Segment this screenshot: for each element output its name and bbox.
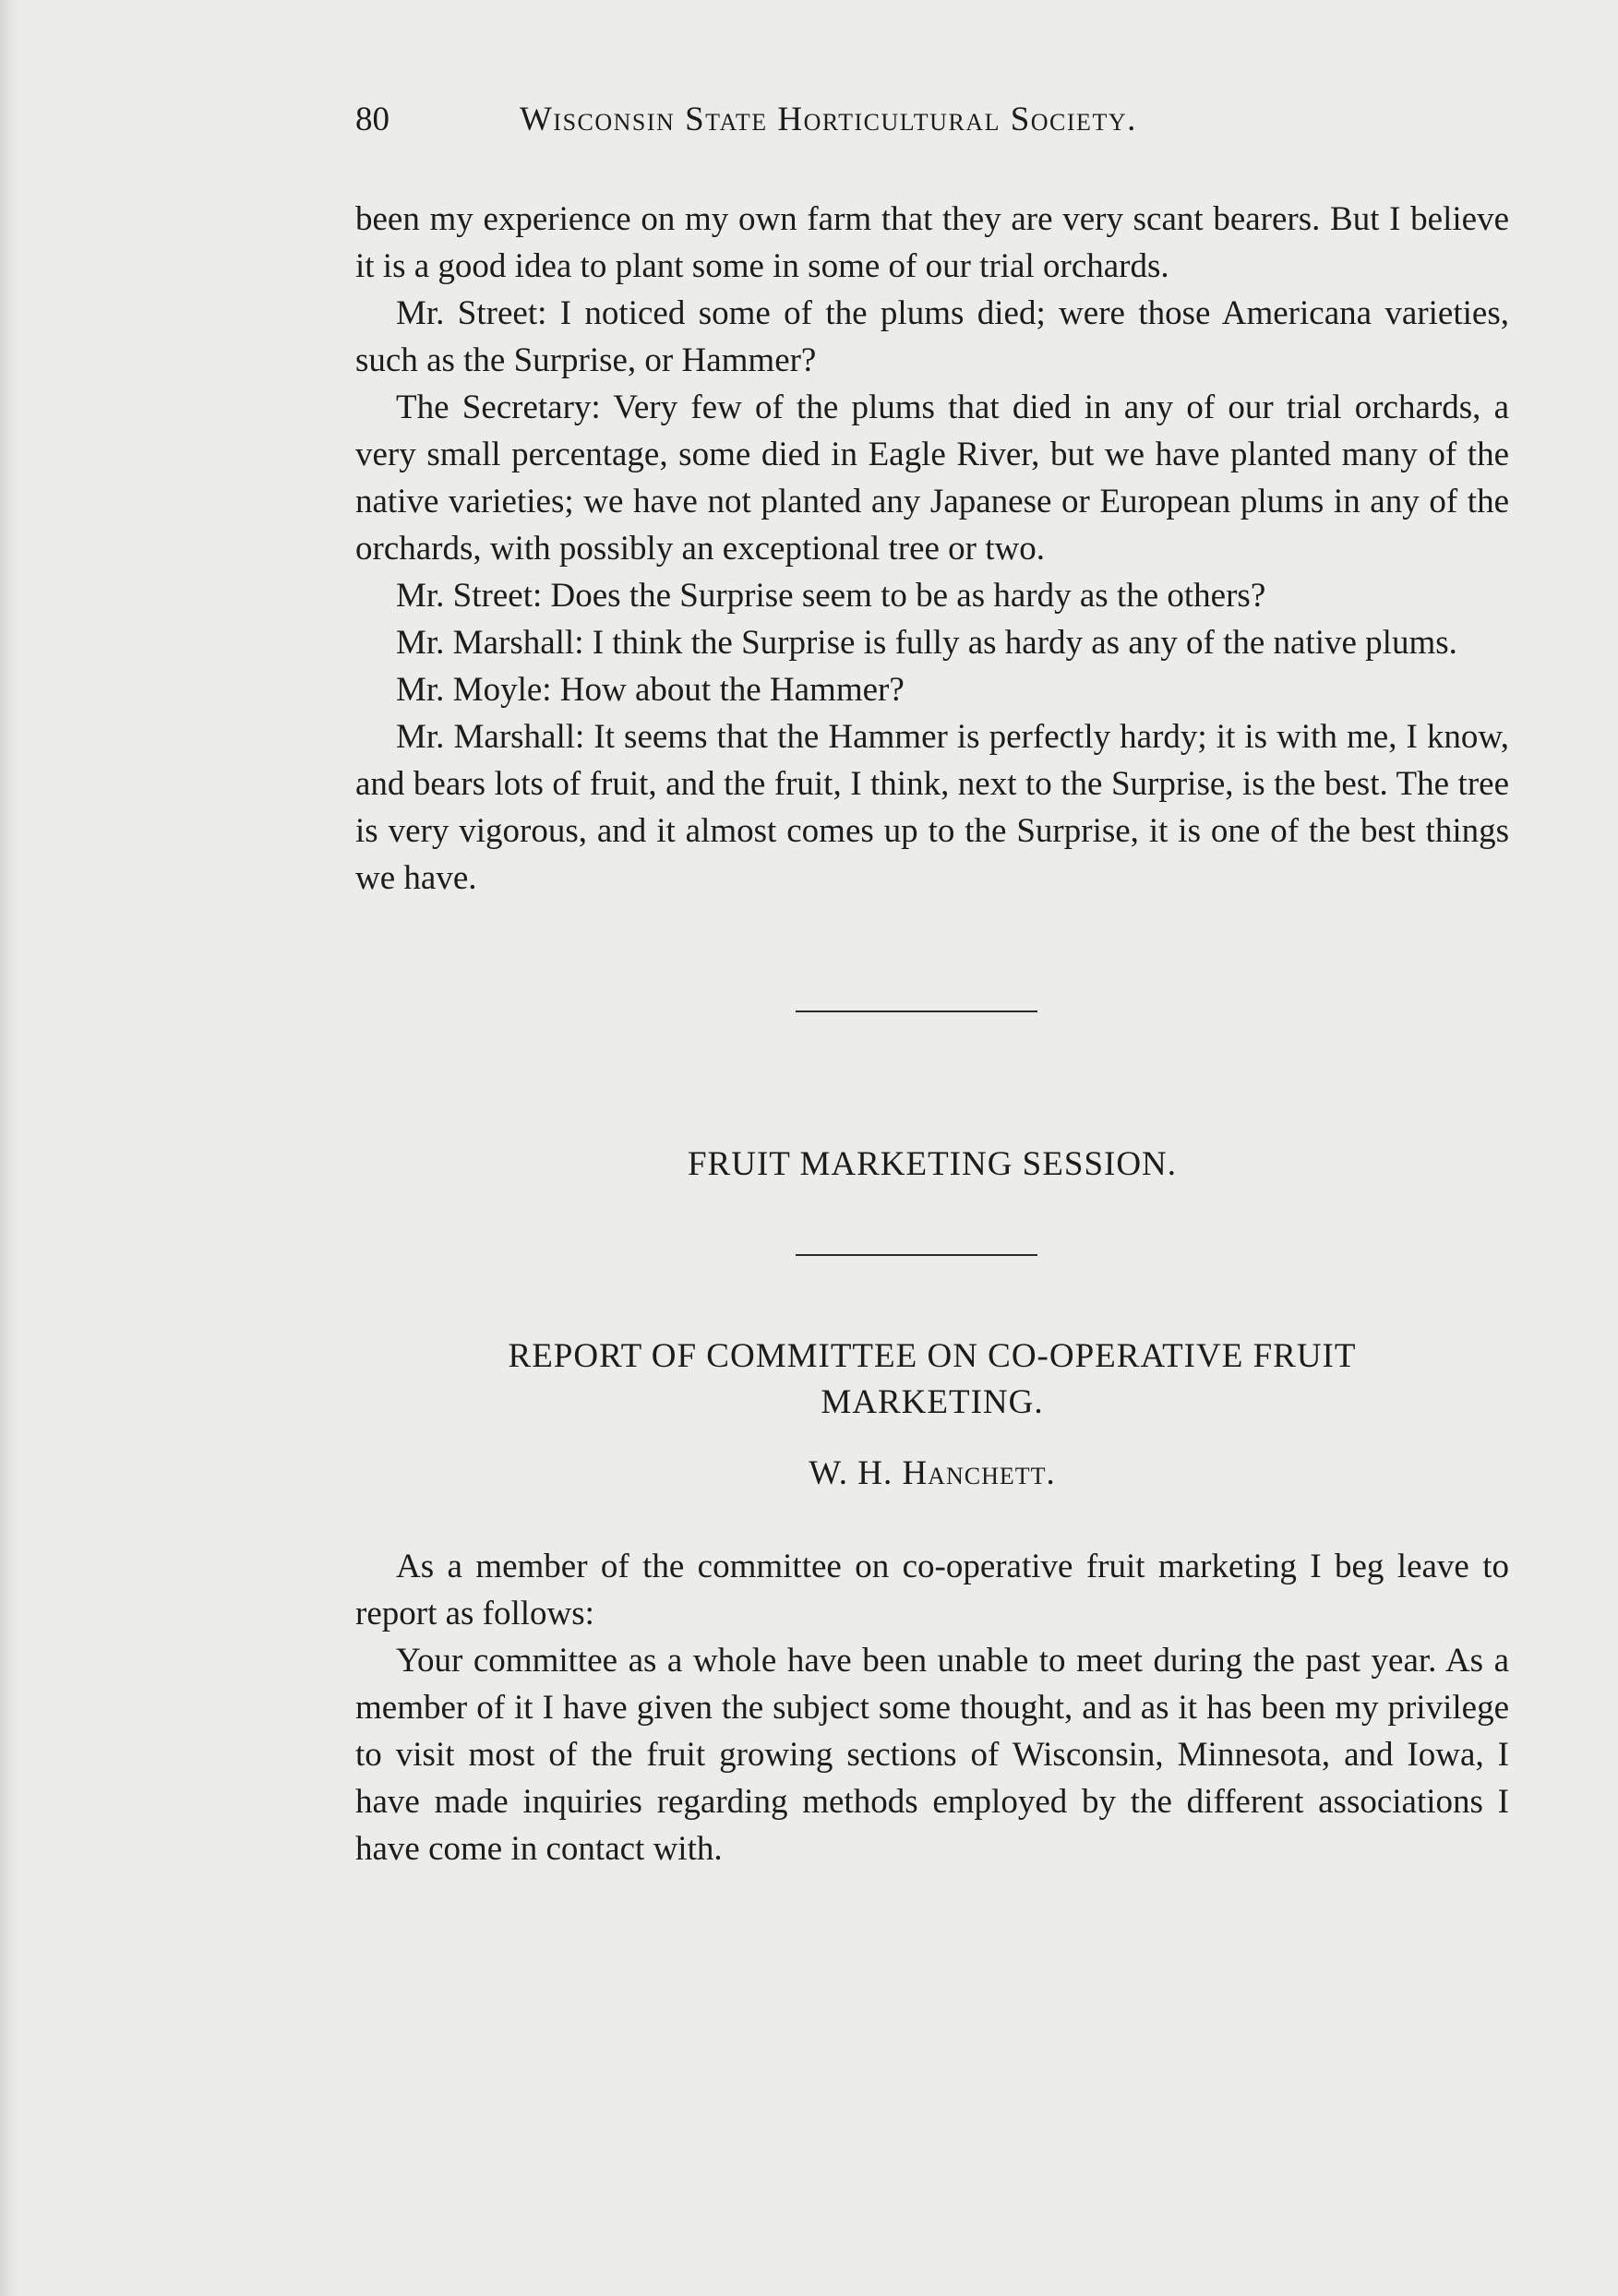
page-number: 80 — [355, 101, 390, 138]
report-author: W. H. Hanchett. — [809, 1454, 1056, 1492]
running-title: Wisconsin State Horticultural Society. — [520, 101, 1137, 138]
discussion-paragraph-marshall-hammer: Mr. Marshall: It seems that the Hammer is perfectly hardy; it is with me, I know, and bears lots of fruit, and the fruit, I think, next to the Surprise, is the best. The tree is very vigorous, and it almost comes up to the Surprise, it is one of the best things we have. — [355, 718, 1509, 897]
book-page — [355, 100, 1509, 1872]
running-head — [355, 100, 1509, 155]
discussion-text — [355, 196, 1509, 902]
discussion-paragraph-continuation: been my experience on my own farm that they are very scant bearers. But I believe it is a good idea to plant some in some of our trial orchards. — [355, 200, 1509, 285]
report-paragraph-intro: As a member of the committee on co-operative fruit marketing I beg leave to report as follows: — [355, 1548, 1509, 1632]
report-paragraph-findings: Your committee as a whole have been unable to meet during the past year. As a member of it I have given the subject some thought, and as it has been my privilege to visit most of the fruit growing sections of Wisconsin, Minnesota, and Iowa, I have made inquiries regarding methods employed by the different associations I have come in contact with. — [355, 1642, 1509, 1868]
discussion-paragraph-street-question: Mr. Street: I noticed some of the plums died; were those Americana varieties, such as the Surprise, or Hammer? — [355, 294, 1509, 379]
report-heading — [355, 1333, 1509, 1426]
heading-divider-rule — [796, 1254, 1037, 1256]
report-heading-line-1: REPORT OF COMMITTEE ON CO-OPERATIVE FRUIT — [508, 1337, 1357, 1375]
page-edge-shadow — [0, 0, 20, 2296]
discussion-paragraph-secretary: The Secretary: Very few of the plums that died in any of our trial orchards, a very small percentage, some died in Eagle River, but we have planted many of the native varieties; we have not planted any Japanese or European plums in any of the orchards, with possibly an exceptional tree or two. — [355, 389, 1509, 568]
report-heading-line-2: MARKETING. — [821, 1383, 1044, 1421]
discussion-paragraph-moyle: Mr. Moyle: How about the Hammer? — [396, 671, 905, 709]
discussion-paragraph-street-hardiness: Mr. Street: Does the Surprise seem to be as hardy as the others? — [396, 577, 1266, 615]
section-divider-rule — [796, 1010, 1037, 1012]
discussion-paragraph-marshall-surprise: Mr. Marshall: I think the Surprise is fully as hardy as any of the native plums. — [396, 624, 1457, 662]
report-text — [355, 1543, 1509, 1872]
session-heading: FRUIT MARKETING SESSION. — [687, 1145, 1178, 1183]
